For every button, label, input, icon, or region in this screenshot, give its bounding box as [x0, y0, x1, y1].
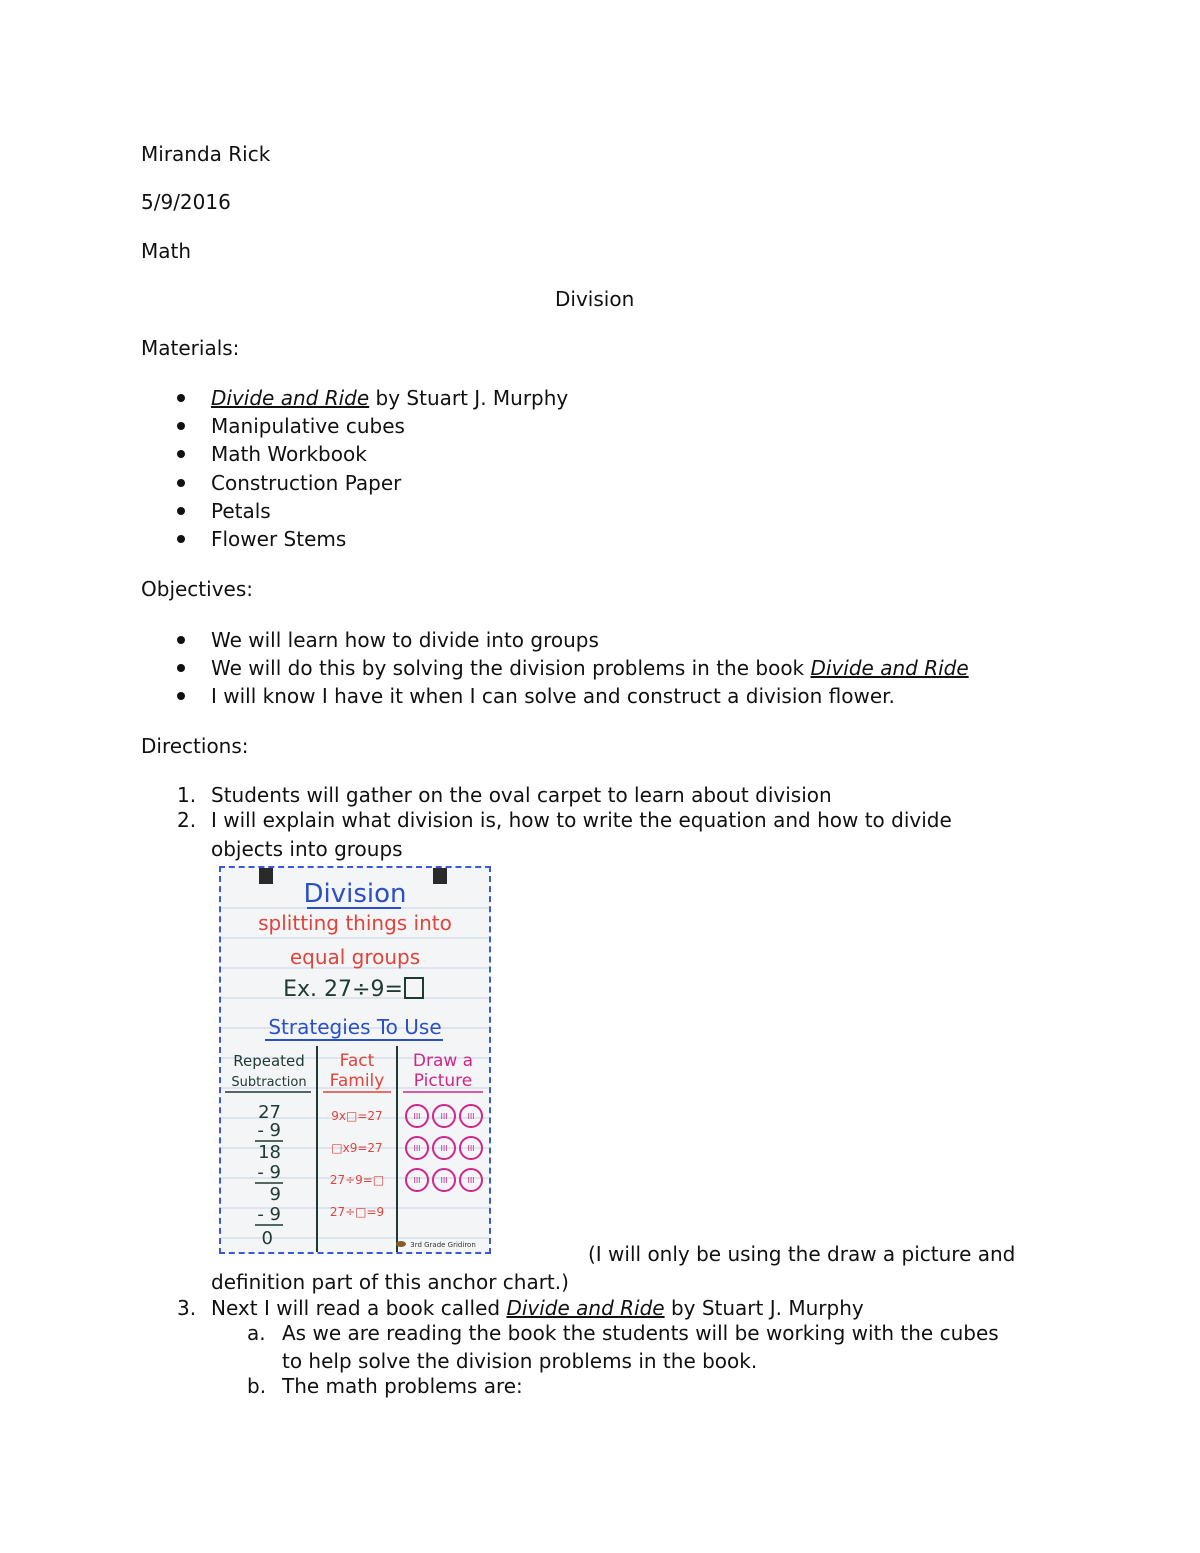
list-item: Flower Stems: [211, 527, 347, 551]
list-number: 2.: [177, 808, 197, 832]
fact-equation: □x9=27: [331, 1141, 383, 1155]
division-anchor-chart-image: [219, 866, 491, 1254]
bullet-icon: [177, 664, 185, 672]
author-name: Miranda Rick: [141, 142, 271, 166]
subtraction-value: - 9: [257, 1120, 281, 1141]
subtraction-value: 18: [258, 1142, 281, 1163]
subtraction-value: 9: [269, 1184, 281, 1205]
page-title: Division: [555, 287, 635, 311]
bullet-icon: [177, 507, 185, 515]
sub-list-item-continued: to help solve the division problems in the book.: [282, 1349, 758, 1373]
list-item-continued: objects into groups: [211, 837, 403, 861]
list-item: Math Workbook: [211, 442, 367, 466]
list-item: We will do this by solving the division problems in the book Divide and Ride: [211, 656, 969, 680]
list-item: Next I will read a book called Divide and Ride by Stuart J. Murphy: [211, 1296, 864, 1320]
list-item: Petals: [211, 499, 271, 523]
materials-heading: Materials:: [141, 336, 240, 360]
svg-text:III: III: [413, 1176, 421, 1185]
col-header-repeated: Repeated: [233, 1052, 305, 1070]
svg-text:III: III: [440, 1144, 448, 1153]
list-item: I will know I have it when I can solve and construct a division flower.: [211, 684, 895, 708]
subtraction-value: 0: [261, 1228, 273, 1249]
chart-definition-line1: splitting things into: [258, 911, 452, 935]
bullet-icon: [177, 394, 185, 402]
svg-text:III: III: [440, 1176, 448, 1185]
bullet-icon: [177, 535, 185, 543]
list-item: Construction Paper: [211, 471, 402, 495]
col-header-family: Family: [329, 1071, 385, 1091]
clip-icon: [433, 868, 447, 884]
col-header-draw: Draw a: [412, 1051, 474, 1071]
bullet-icon: [177, 692, 185, 700]
fact-equation: 27÷□=9: [329, 1205, 385, 1219]
chart-definition-line2: equal groups: [289, 945, 421, 969]
chart-note: (I will only be using the draw a picture and: [588, 1242, 1016, 1266]
col-header-picture: Picture: [413, 1071, 473, 1091]
col-header-fact: Fact: [339, 1051, 375, 1071]
list-item: Students will gather on the oval carpet to learn about division: [211, 783, 832, 807]
fact-equation: 9x□=27: [331, 1109, 383, 1123]
svg-text:III: III: [467, 1112, 475, 1121]
football-icon: [396, 1241, 406, 1247]
fact-equation: 27÷9=□: [329, 1173, 385, 1187]
subtraction-value: 27: [258, 1102, 281, 1123]
svg-text:III: III: [413, 1144, 421, 1153]
sub-list-letter: b.: [247, 1374, 267, 1398]
chart-example: Ex. 27÷9=: [283, 977, 403, 1002]
subject: Math: [141, 239, 192, 263]
sub-list-letter: a.: [247, 1321, 266, 1345]
list-item: Divide and Ride by Stuart J. Murphy: [211, 386, 569, 410]
sub-list-item: The math problems are:: [282, 1374, 523, 1398]
sub-list-item: As we are reading the book the students will be working with the cubes: [282, 1321, 999, 1345]
chart-note-continued: definition part of this anchor chart.): [211, 1270, 569, 1294]
book-title-link: Divide and Ride: [810, 656, 969, 680]
bullet-icon: [177, 422, 185, 430]
list-item: We will learn how to divide into groups: [211, 628, 599, 652]
book-title-link: Divide and Ride: [211, 386, 370, 410]
svg-text:III: III: [467, 1144, 475, 1153]
subtraction-value: - 9: [257, 1204, 281, 1225]
list-number: 3.: [177, 1296, 197, 1320]
chart-title: Division: [303, 879, 407, 909]
list-item: Manipulative cubes: [211, 414, 405, 438]
bullet-icon: [177, 636, 185, 644]
svg-text:III: III: [440, 1112, 448, 1121]
bullet-icon: [177, 479, 185, 487]
subtraction-value: - 9: [257, 1162, 281, 1183]
list-number: 1.: [177, 783, 197, 807]
svg-text:III: III: [467, 1176, 475, 1185]
chart-credit: 3rd Grade Gridiron: [410, 1241, 476, 1249]
svg-text:III: III: [413, 1112, 421, 1121]
bullet-icon: [177, 450, 185, 458]
clip-icon: [259, 868, 273, 884]
directions-heading: Directions:: [141, 734, 249, 758]
list-item: I will explain what division is, how to write the equation and how to divide: [211, 808, 952, 832]
strategies-heading: Strategies To Use: [268, 1015, 442, 1039]
col-header-subtraction: Subtraction: [231, 1075, 307, 1090]
date: 5/9/2016: [141, 190, 231, 214]
objectives-heading: Objectives:: [141, 577, 253, 601]
book-title-link: Divide and Ride: [506, 1296, 665, 1320]
